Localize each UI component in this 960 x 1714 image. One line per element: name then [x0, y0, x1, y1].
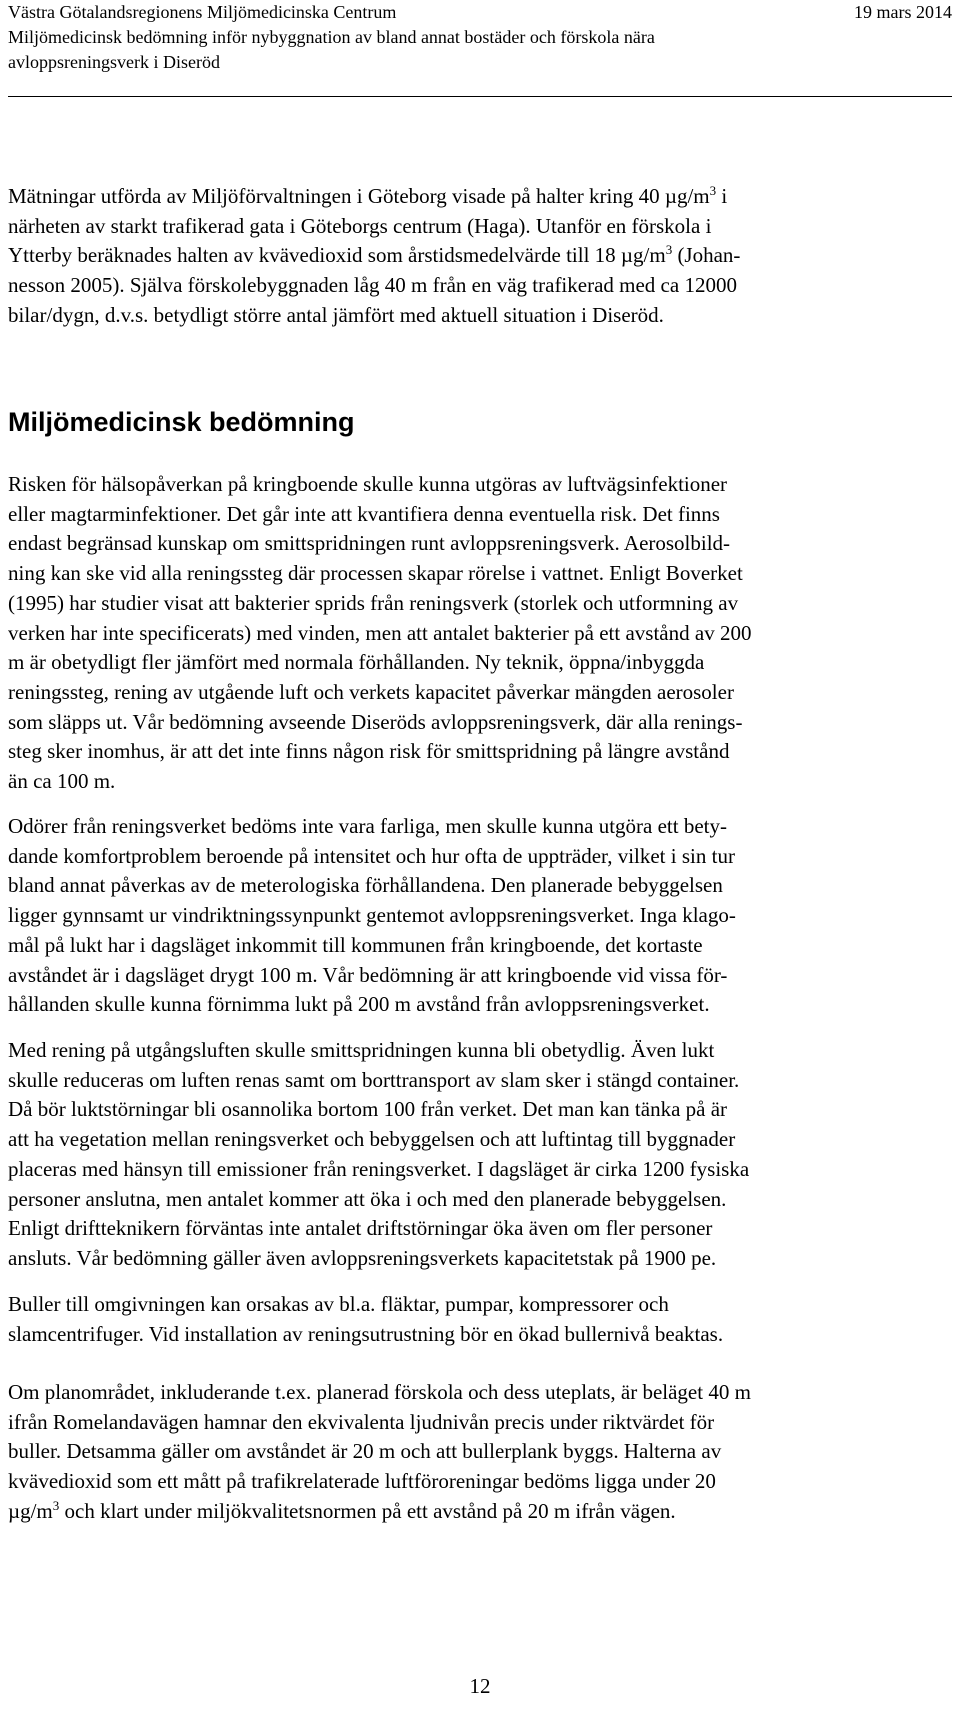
body-paragraph-risk: Risken för hälsopåverkan på kringboende skulle kunna utgöras av luftvägsinfektioner eller magtarminfektioner. Det går inte att kvantifiera denna eventuella risk. Det finns endast begränsad kunskap om smittspridningen runt avloppsreningsverk. Aerosolbild- ning kan ske vid alla reningssteg där processen skapar rörelse i vattnet. Enligt Boverket (1995) har studier visat att bakterier sprids från reningsverk (storlek och utformning av verken har inte specificerats) med vinden, men att antalet bakterier på ett avstånd av 200 m är obetydligt fler jämfört med normala förhållanden. Ny teknik, öppna/inbyggda reningssteg, rening av utgående luft och verkets kapacitet påverkar mängden aerosoler som släpps ut. Vår bedömning avseende Diseröds avloppsreningsverk, där alla renings- steg sker inomhus, är att det inte finns någon risk för smittspridning på längre avstånd än ca 100 m.: [8, 472, 752, 794]
report-title: Miljömedicinsk bedömning inför nybyggnation av bland annat bostäder och förskola nära avloppsreningsverk i Diseröd: [8, 27, 655, 72]
body-paragraph-planning: [8, 1378, 952, 1527]
page-number: 12: [469, 1674, 491, 1698]
intro-text-2: i närheten av starkt trafikerad gata i Göteborgs centrum (Haga). Utanför en förskola i Ytterby beräknades halten av kvävedioxid som årstidsmedelvärde till 18 µg/m: [8, 184, 728, 268]
superscript-3: 3: [665, 242, 673, 258]
header-row: [8, 0, 952, 25]
header-date: 19 mars 2014: [854, 2, 952, 22]
body-paragraph-mitigation: Med rening på utgångsluften skulle smittspridningen kunna bli obetydlig. Även lukt skulle reduceras om luften renas samt om borttransport av slam sker i stängd container. Då bör luktstörningar bli osannolika bortom 100 från verket. Det man kan tänka på är att ha vegetation mellan reningsverket och bebyggelsen och att luftintag till byggnader placeras med hänsyn till emissioner från reningsverket. I dagsläget är cirka 1200 fysiska personer anslutna, men antalet kommer att öka i och med den planerade bebyggelsen. Enligt driftteknikern förväntas inte antalet driftstörningar öka även om fler personer ansluts. Vår bedömning gäller även avloppsreningsverkets kapacitetstak på 1900 pe.: [8, 1038, 750, 1270]
page-header: [8, 0, 952, 75]
intro-paragraph: [8, 182, 952, 331]
body-paragraph-noise: Buller till omgivningen kan orsakas av bl.a. fläktar, pumpar, kompressorer och slamcentrifuger. Vid installation av reningsutrustning bör en ökad bullernivå beaktas.: [8, 1292, 724, 1346]
superscript-3: 3: [709, 183, 717, 198]
planning-text-2: och klart under miljökvalitetsnormen på ett avstånd på 20 m ifrån vägen.: [59, 1498, 676, 1523]
planning-text-1: Om planområdet, inkluderande t.ex. planerad förskola och dess uteplats, är beläget 40 m ifrån Romelandavägen hamnar den ekvivalenta ljudnivån precis under riktvärdet för buller. Detsamma gäller om avståndet är 20 m och att bullerplank byggs. Halterna av kvävedioxid som ett mått på trafikrelaterade luftföroreningar bedöms ligga under 20 µg/m: [8, 1380, 751, 1523]
body-paragraph-odor: Odörer från reningsverket bedöms inte vara farliga, men skulle kunna utgöra ett bety- dande komfortproblem beroende på intensitet och hur ofta de uppträder, vilket i sin tur bland annat påverkas av de meterologiska förhållandena. Den planerade bebyggelsen ligger gynnsamt ur vindriktningssynpunkt gentemot avloppsreningsverket. Inga klago- mål på lukt har i dagsläget inkommit till kommunen från kringboende, det kortaste avståndet är i dagsläget drygt 100 m. Vår bedömning är att kringboende vid vissa för- hållanden skulle kunna förnimma lukt på 200 m avstånd från avloppsreningsverket.: [8, 814, 736, 1017]
intro-text-3: (Johan- nesson 2005). Själva förskolebyggnaden låg 40 m från en väg trafikerad med ca 12000 bilar/dygn, d.v.s. betydligt större antal jämfört med aktuell situation i Diseröd.: [8, 243, 741, 327]
header-divider: [8, 96, 952, 97]
superscript-3: 3: [52, 1497, 60, 1513]
organization-name: Västra Götalandsregionens Miljömedicinska Centrum: [8, 2, 397, 22]
intro-text-1: Mätningar utförda av Miljöförvaltningen i Göteborg visade på halter kring 40 µg/m: [8, 184, 710, 208]
section-heading: Miljömedicinsk bedömning: [8, 407, 355, 437]
